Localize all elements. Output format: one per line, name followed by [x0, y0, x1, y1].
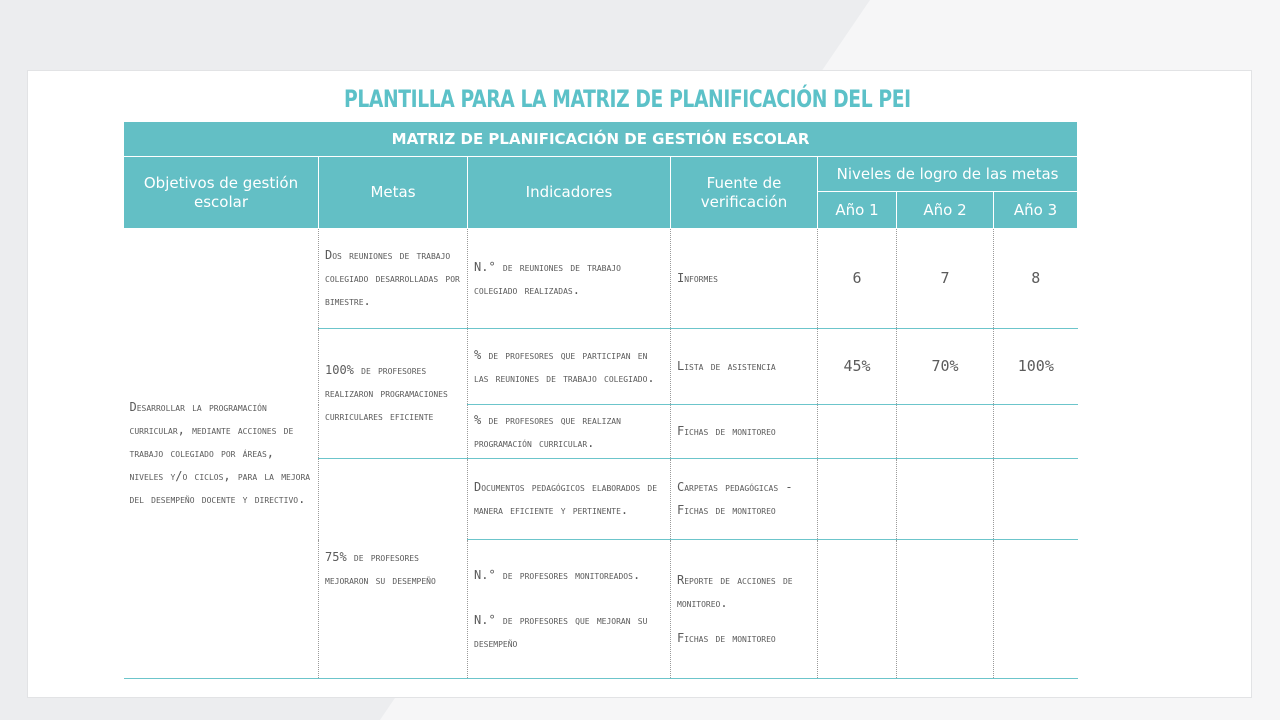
header-indicadores: Indicadores: [468, 157, 671, 229]
anio-2-value: 70%: [897, 329, 994, 405]
anio-1-value: [818, 459, 897, 540]
indicador-cell: Documentos pedagógicos elaborados de manera eficiente y pertinente.: [468, 459, 671, 540]
anio-3-value: 100%: [994, 329, 1078, 405]
fuente-text: Fichas de monitoreo: [677, 630, 776, 645]
header-anio-1: Año 1: [818, 192, 897, 229]
fuente-cell: Informes: [671, 229, 818, 329]
anio-2-value: 7: [897, 229, 994, 329]
table-title-row: [124, 122, 1078, 157]
fuente-cell: Carpetas pedagógicas - Fichas de monitoreo: [671, 459, 818, 540]
table-row: [124, 229, 1078, 329]
anio-1-value: 6: [818, 229, 897, 329]
header-fuente: Fuente de verificación: [671, 157, 818, 229]
anio-1-value: 45%: [818, 329, 897, 405]
indicador-text: N.° de profesores que mejoran su desempeño: [474, 612, 648, 650]
header-anio-2: Año 2: [897, 192, 994, 229]
anio-2-value: [897, 540, 994, 679]
planning-matrix-table: [123, 121, 1078, 679]
header-metas: Metas: [319, 157, 468, 229]
anio-2-value: [897, 459, 994, 540]
meta-cell: 100% de profesores realizaron programaciones curriculares eficiente: [319, 329, 468, 459]
anio-3-value: 8: [994, 229, 1078, 329]
fuente-cell: Fichas de monitoreo: [671, 405, 818, 459]
objetivo-cell: Desarrollar la programación curricular, mediante acciones de trabajo colegiado por áreas, niveles y/o ciclos, para la mejora del desempeño docente y directivo.: [124, 229, 319, 679]
indicador-text: N.° de profesores monitoreados.: [474, 567, 641, 582]
indicador-cell: % de profesores que participan en las reuniones de trabajo colegiado.: [468, 329, 671, 405]
indicador-cell: [468, 540, 671, 679]
header-objetivos: Objetivos de gestión escolar: [124, 157, 319, 229]
table-header-row: [124, 157, 1078, 192]
anio-2-value: [897, 405, 994, 459]
indicador-cell: % de profesores que realizan programación curricular.: [468, 405, 671, 459]
anio-3-value: [994, 459, 1078, 540]
meta-cell: Dos reuniones de trabajo colegiado desarrolladas por bimestre.: [319, 229, 468, 329]
fuente-cell: [671, 540, 818, 679]
matrix-header: MATRIZ DE PLANIFICACIÓN DE GESTIÓN ESCOLAR: [124, 122, 1078, 157]
header-niveles: Niveles de logro de las metas: [818, 157, 1078, 192]
anio-3-value: [994, 405, 1078, 459]
header-anio-3: Año 3: [994, 192, 1078, 229]
anio-3-value: [994, 540, 1078, 679]
anio-1-value: [818, 405, 897, 459]
slide-panel: [27, 70, 1252, 698]
fuente-text: Reporte de acciones de monitoreo.: [677, 572, 793, 610]
fuente-cell: Lista de asistencia: [671, 329, 818, 405]
page-title: PLANTILLA PARA LA MATRIZ DE PLANIFICACIÓN DEL PEI: [344, 85, 911, 113]
indicador-cell: N.° de reuniones de trabajo colegiado realizadas.: [468, 229, 671, 329]
anio-1-value: [818, 540, 897, 679]
meta-cell: 75% de profesores mejoraron su desempeño: [319, 459, 468, 679]
